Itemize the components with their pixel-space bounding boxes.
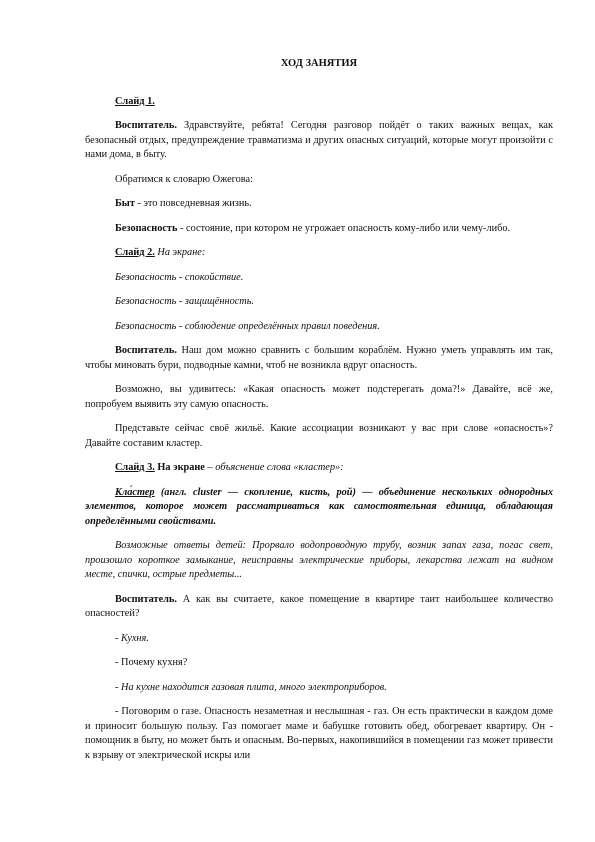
definition-text: - состояние, при котором не угрожает опасность кому-либо или чему-либо. bbox=[177, 222, 511, 234]
definition-byt bbox=[85, 197, 553, 212]
slide-caption: На экране: bbox=[154, 247, 206, 258]
paragraph-cluster-intro: Представьте сейчас своё жильё. Какие ассоциации возникают у вас при слове «опасность»? Давайте составим кластер. bbox=[85, 423, 553, 449]
slide-label: Слайд 1. bbox=[115, 95, 155, 107]
slide-label: Слайд 3. bbox=[115, 462, 155, 473]
slide-caption: – объяснение слова «кластер»: bbox=[204, 462, 344, 473]
children-answers: Возможные ответы детей: Прорвало водопроводную трубу, возник запах газа, погас свет, произошло короткое замыкание, неисправны электрические приборы, лекарства лежат на видном месте, спички, острые предметы... bbox=[85, 540, 553, 580]
question-why-kitchen: - Почему кухня? bbox=[115, 657, 188, 668]
slide-1-heading bbox=[85, 95, 553, 110]
cluster-definition bbox=[85, 486, 553, 530]
slide-3-heading bbox=[85, 461, 553, 476]
definition-text: (англ. cluster — скопление, кисть, рой) — объединение нескольких однородных элементов, которое может рассматриваться как самостоятельная единица, обладающая определёнными свойствами. bbox=[85, 486, 553, 527]
definition-safety bbox=[85, 222, 553, 237]
paragraph-greeting bbox=[85, 119, 553, 163]
definition-text: - это повседневная жизнь. bbox=[134, 198, 252, 209]
term: Кла́стер bbox=[115, 486, 155, 498]
paragraph-surprise: Возможно, вы удивитесь: «Какая опасность может подстерегать дома?!» Давайте, всё же, попробуем выявить эту самую опасность. bbox=[85, 384, 553, 410]
answer-gas-stove: - На кухне находится газовая плита, много электроприборов. bbox=[115, 681, 387, 693]
slide-caption-bold: На экране bbox=[154, 462, 205, 473]
term: Безопасность bbox=[115, 222, 178, 234]
paragraph-text: А как вы считаете, какое помещение в квартире таит наибольшее количество опасностей? bbox=[85, 593, 553, 619]
screen-definition-2: Безопасность - защищённость. bbox=[115, 296, 254, 307]
paragraph-text: Здравствуйте, ребята! Сегодня разговор пойдёт о таких важных вещах, как безопасный отдых, предупреждение травматизма и других опасных ситуаций, которые могут произойти с нами дома, в быту. bbox=[85, 120, 553, 160]
paragraph-gas: - Поговорим о газе. Опасность незаметная и неслышная - газ. Он есть практически в каждом доме и приносит большую пользу. Газ помогает маме и бабушке готовить обед, обогревает квартиру. Он - помощник в быту, но может быть и опасным. Во-первых, накопившийся в помещении газ может привести к взрыву от электрической искры или bbox=[85, 706, 553, 761]
speaker-label: Воспитатель. bbox=[115, 120, 177, 131]
slide-label: Слайд 2. bbox=[115, 247, 155, 258]
screen-definition-1: Безопасность - спокойствие. bbox=[115, 271, 244, 283]
paragraph-question bbox=[85, 593, 553, 622]
paragraph-ship bbox=[85, 344, 553, 373]
term: Быт bbox=[115, 198, 135, 209]
answer-kitchen: - Кухня. bbox=[115, 632, 149, 644]
speaker-label: Воспитатель. bbox=[115, 345, 177, 356]
slide-2-heading bbox=[85, 246, 553, 261]
paragraph-text: Обратимся к словарю Ожегова: bbox=[115, 173, 253, 185]
paragraph-dictionary bbox=[85, 173, 553, 188]
page-title: ХОД ЗАНЯТИЯ bbox=[280, 58, 358, 69]
screen-definition-3: Безопасность - соблюдение определённых правил поведения. bbox=[115, 320, 380, 332]
paragraph-text: Наш дом можно сравнить с большим кораблём. Нужно уметь управлять им так, чтобы миновать бури, подводные камни, чтоб не возникла вдруг опасность. bbox=[85, 345, 553, 371]
speaker-label: Воспитатель. bbox=[115, 593, 177, 605]
document-content bbox=[85, 57, 553, 773]
